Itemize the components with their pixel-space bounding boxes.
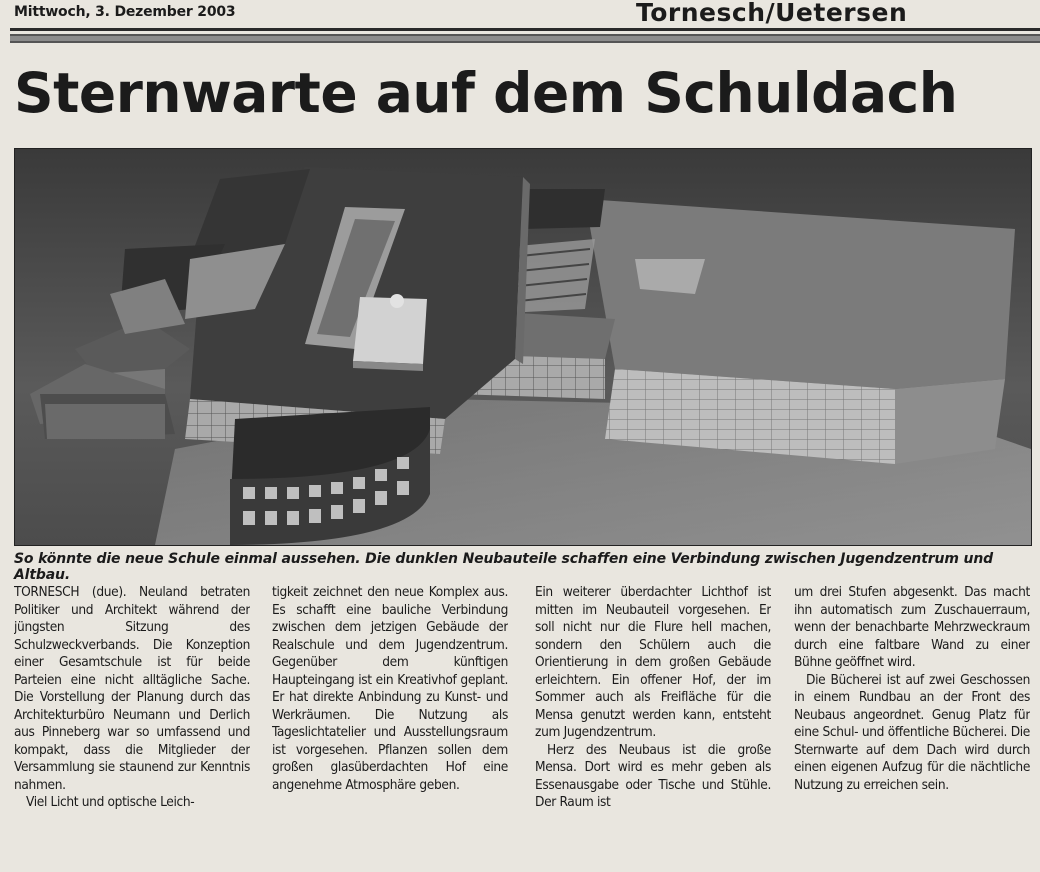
article-column-2 xyxy=(272,584,508,868)
architectural-rendering-image xyxy=(14,148,1032,546)
column-4-paragraph-2: Die Bücherei ist auf zwei Geschossen in einem Rundbau an der Front des Neubaus angeordnet. Genug Platz für eine Schul- und öffentliche Bücherei. Die Sternwarte auf dem Dach wird durch einen eigenen Aufzug für die nächtliche Nutzung zu erreichen sein. xyxy=(794,671,1030,793)
header-rule-thick xyxy=(10,34,1040,43)
column-1-paragraph-1: TORNESCH (due). Neuland betraten Politiker und Architekt während der jüngsten Sitzung des Schulzweckverbands. Die Konzeption einer Gesamtschule ist für beide Parteien eine nicht alltägliche Sache. Die Vorstellung der Planung durch das Architekturbüro Neumann und Derlich aus Pinneberg war so umfassend und kompakt, dass die Mitglieder der Versammlung sie staunend zur Kenntnis nahmen. xyxy=(14,584,250,793)
image-caption: So könnte die neue Schule einmal aussehen. Die dunklen Neubauteile schaffen eine Verbindung zwischen Jugendzentrum und Altbau. xyxy=(14,551,994,583)
article-column-3 xyxy=(535,584,771,868)
article-column-1 xyxy=(14,584,250,868)
page-header xyxy=(10,0,1040,44)
column-3-paragraph-2: Herz des Neubaus ist die große Mensa. Dort wird es mehr geben als Essenausgabe oder Tische und Stühle. Der Raum ist xyxy=(535,741,771,810)
column-2-paragraph-1: tigkeit zeichnet den neue Komplex aus. Es schafft eine bauliche Verbindung zwischen dem jetzigen Gebäude der Realschule und dem Jugendzentrum. Gegenüber dem künftigen Haupteingang ist ein Kreativhof geplant. Er hat direkte Anbindung zu Kunst- und Werkräumen. Die Nutzung als Tageslichtatelier und Ausstellungsraum ist vorgesehen. Pflanzen sollen dem großen glasüberdachten Hof eine angenehme Atmosphäre geben. xyxy=(272,584,508,793)
column-1-paragraph-2: Viel Licht und optische Leich- xyxy=(26,794,195,810)
article-body xyxy=(14,584,1030,870)
article-headline: Sternwarte auf dem Schuldach xyxy=(14,61,958,125)
article-column-4 xyxy=(794,584,1030,868)
section-title: Tornesch/Uetersen xyxy=(636,0,908,27)
header-rule-thin xyxy=(10,28,1040,31)
column-3-paragraph-1: Ein weiterer überdachter Lichthof ist mitten im Neubauteil vorgesehen. Er soll nicht nur die Flure hell machen, sondern den Schülern auch die Orientierung in dem großen Gebäude erleichtern. Ein offener Hof, der im Sommer auch als Freifläche für die Mensa genutzt werden kann, entsteht zum Jugendzentrum. xyxy=(535,584,771,740)
column-4-paragraph-1: um drei Stufen abgesenkt. Das macht ihn automatisch zum Zuschauerraum, wenn der benachbarte Mehrzweckraum durch eine faltbare Wand zu einer Bühne geöffnet wird. xyxy=(794,584,1030,670)
publication-date: Mittwoch, 3. Dezember 2003 xyxy=(14,4,236,20)
